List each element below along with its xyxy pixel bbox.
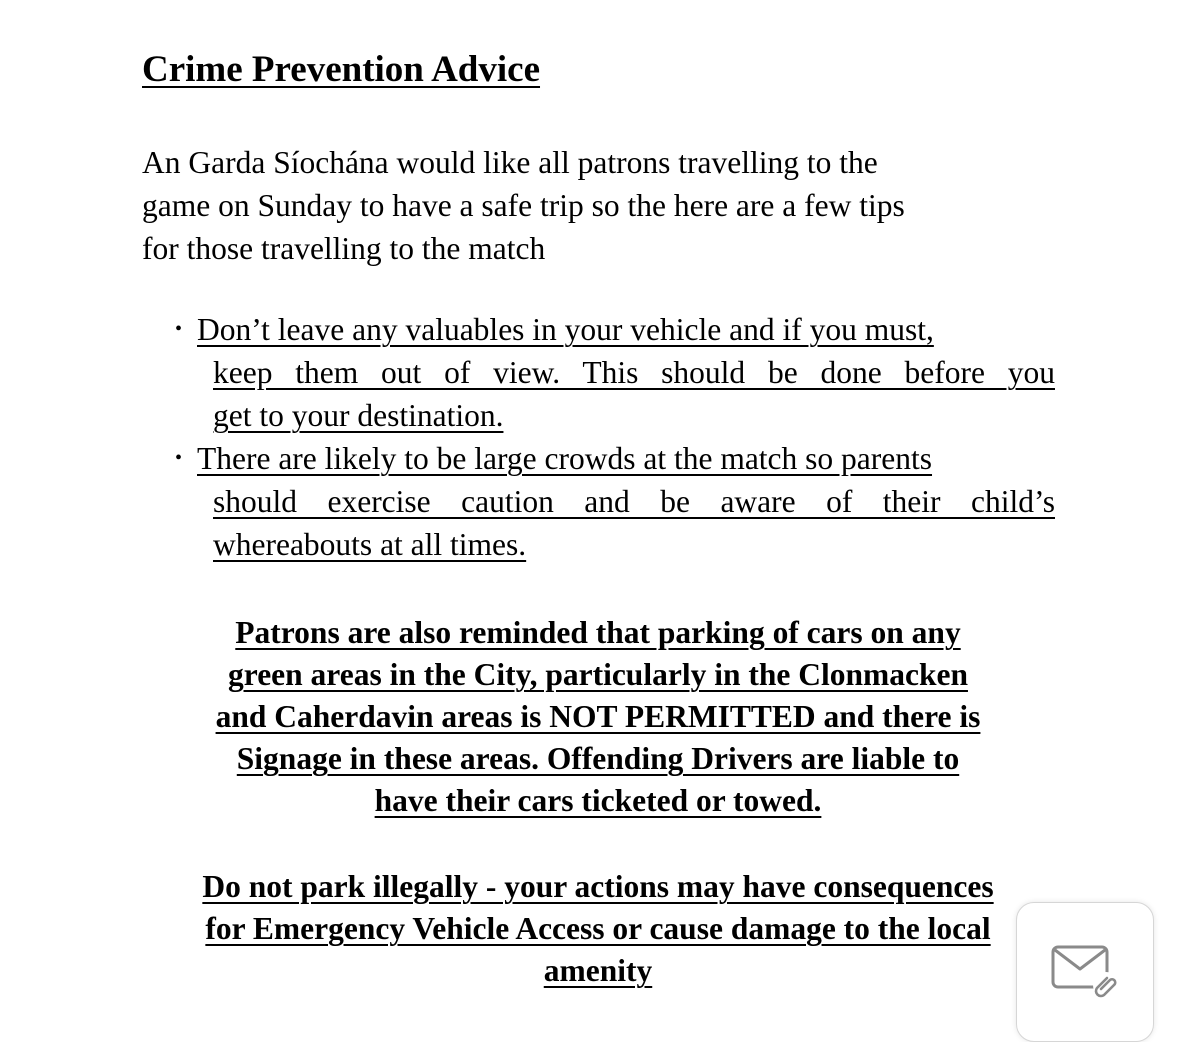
- list-item: [175, 308, 1055, 437]
- document-title: Crime Prevention Advice: [142, 49, 541, 90]
- parking-notice-line: and Caherdavin areas is NOT PERMITTED and there is: [215, 699, 981, 734]
- illegal-parking-line: amenity: [543, 953, 653, 988]
- mail-attachment-icon: [1050, 939, 1122, 999]
- tip-line: keep them out of view. This should be done before you: [213, 355, 1055, 390]
- parking-notice-line: have their cars ticketed or towed.: [374, 783, 822, 818]
- illegal-parking-notice: [140, 866, 1056, 992]
- illegal-parking-line: for Emergency Vehicle Access or cause damage to the local: [205, 911, 991, 946]
- illegal-parking-line: Do not park illegally - your actions may have consequences: [202, 869, 994, 904]
- intro-line: An Garda Síochána would like all patrons travelling to the: [142, 145, 878, 180]
- parking-notice-line: Patrons are also reminded that parking of cars on any: [235, 615, 961, 650]
- parking-notice-line: green areas in the City, particularly in the Clonmacken: [228, 657, 968, 692]
- tip-line: should exercise caution and be aware of their child’s: [213, 484, 1055, 519]
- parking-notice: [140, 612, 1056, 822]
- tips-list: [175, 308, 1055, 566]
- mail-button[interactable]: [1016, 902, 1154, 1042]
- intro-line: game on Sunday to have a safe trip so the here are a few tips: [142, 188, 905, 223]
- intro-line: for those travelling to the match: [142, 231, 546, 266]
- tip-line: get to your destination.: [213, 398, 504, 433]
- bullet-icon: •: [175, 447, 183, 469]
- list-item: [175, 437, 1055, 566]
- parking-notice-line: Signage in these areas. Offending Drivers are liable to: [236, 741, 960, 776]
- intro-paragraph: [142, 141, 1042, 270]
- bullet-icon: •: [175, 318, 183, 340]
- tip-line: whereabouts at all times.: [213, 527, 527, 562]
- tip-line: There are likely to be large crowds at the match so parents: [197, 441, 933, 476]
- tip-line: Don’t leave any valuables in your vehicle and if you must,: [197, 312, 934, 347]
